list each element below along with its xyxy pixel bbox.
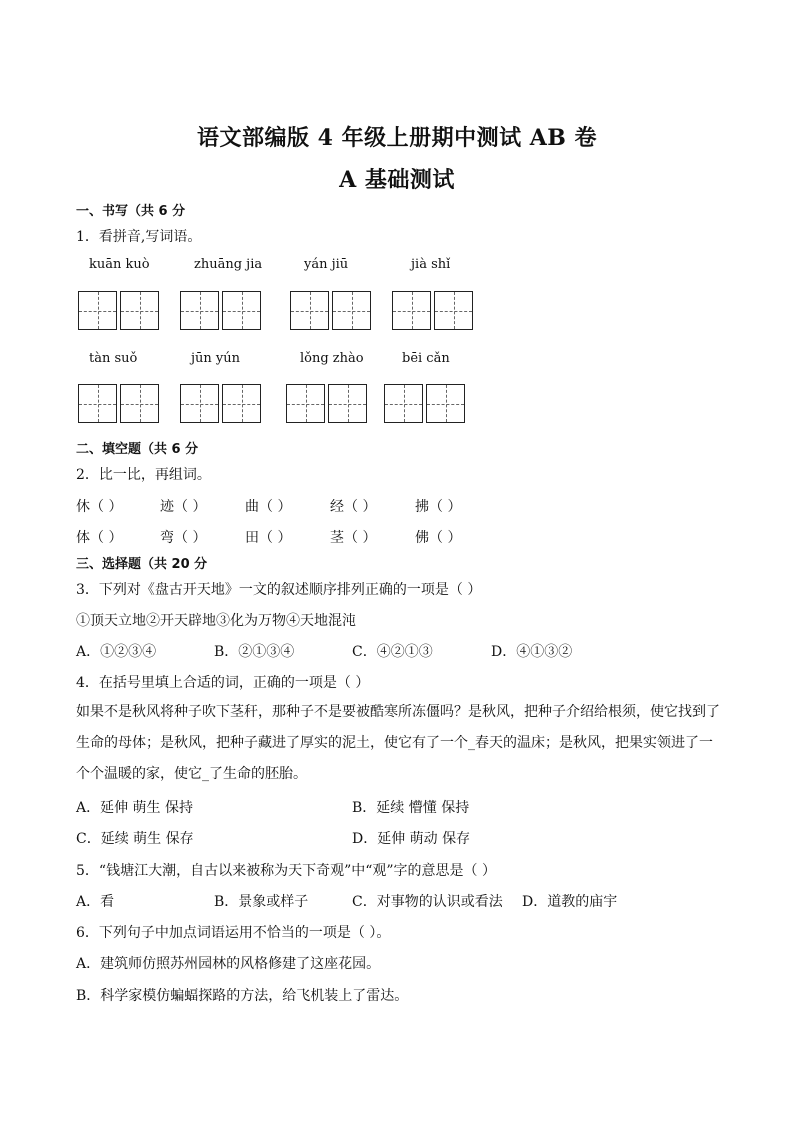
writing-grid[interactable] xyxy=(78,291,159,331)
word-blank[interactable]: 迹（ ） xyxy=(160,499,207,515)
page-title: 语文部编版 4 年级上册期中测试 AB 卷 xyxy=(196,125,598,151)
option[interactable]: B．科学家模仿蝙蝠探路的方法，给飞机装上了雷达。 xyxy=(76,988,409,1004)
page-subtitle: A 基础测试 xyxy=(339,167,455,193)
word-blank[interactable]: 茎（ ） xyxy=(330,530,377,546)
word-blank[interactable]: 曲（ ） xyxy=(245,499,292,515)
option[interactable]: D．道教的庙宇 xyxy=(522,894,618,910)
question-4: 4．在括号里填上合适的词，正确的一项是（ ） xyxy=(76,675,370,691)
word-blank[interactable]: 田（ ） xyxy=(245,530,292,546)
question-6: 6．下列句子中加点词语运用不恰当的一项是（ ）。 xyxy=(76,925,391,941)
writing-grid[interactable] xyxy=(180,291,261,331)
question-5: 5．“钱塘江大潮，自古以来被称为天下奇观”中“观”字的意思是（ ） xyxy=(76,863,496,879)
section-header-fill-in: 二、填空题（共 6 分 xyxy=(76,442,199,457)
writing-grid[interactable] xyxy=(78,384,159,424)
option[interactable]: C．延续 萌生 保存 xyxy=(76,831,194,847)
word-blank[interactable]: 佛（ ） xyxy=(415,530,462,546)
word-blank[interactable]: 拂（ ） xyxy=(415,499,462,515)
pinyin-label: tàn suǒ xyxy=(89,351,138,366)
option[interactable]: B．景象或样子 xyxy=(214,894,309,910)
option[interactable]: C．④②①③ xyxy=(352,644,433,660)
pinyin-label: yán jiū xyxy=(304,257,349,272)
word-blank[interactable]: 经（ ） xyxy=(330,499,377,515)
option[interactable]: B．延续 懵懂 保持 xyxy=(352,800,470,816)
section-header-writing: 一、书写（共 6 分 xyxy=(76,204,186,219)
writing-grid[interactable] xyxy=(392,291,473,331)
writing-grid[interactable] xyxy=(384,384,465,424)
pinyin-label: bēi cǎn xyxy=(402,351,450,366)
question-2: 2．比一比，再组词。 xyxy=(76,467,211,483)
option[interactable]: A．看 xyxy=(76,894,115,910)
option[interactable]: A．①②③④ xyxy=(76,644,157,660)
section-header-choice: 三、选择题（共 20 分 xyxy=(76,557,208,572)
writing-grid[interactable] xyxy=(180,384,261,424)
word-blank[interactable]: 体（ ） xyxy=(76,530,123,546)
option[interactable]: A．延伸 萌生 保持 xyxy=(76,800,194,816)
word-blank[interactable]: 休（ ） xyxy=(76,499,123,515)
pinyin-label: jià shǐ xyxy=(411,257,451,272)
option[interactable]: C．对事物的认识或看法 xyxy=(352,894,503,910)
question-3: 3．下列对《盘古开天地》一文的叙述顺序排列正确的一项是（ ） xyxy=(76,582,482,598)
option[interactable]: D．延伸 萌动 保存 xyxy=(352,831,471,847)
option[interactable]: B．②①③④ xyxy=(214,644,295,660)
option[interactable]: D．④①③② xyxy=(491,644,573,660)
pinyin-label: lǒng zhào xyxy=(300,351,364,366)
question-4-passage: 如果不是秋风将种子吹下茎秆，那种子不是要被酷寒所冻僵吗？是秋风，把种子介绍给根须，使它找到了生命的母体；是秋风，把种子藏进了厚实的泥土，使它有了一个_春天的温床；是秋风，把果实领进了一个个温暖的家，使它_了生命的胚胎。 xyxy=(76,704,720,782)
option[interactable]: A．建筑师仿照苏州园林的风格修建了这座花园。 xyxy=(76,956,381,972)
question-3-items: ①顶天立地②开天辟地③化为万物④天地混沌 xyxy=(76,613,356,629)
word-blank[interactable]: 弯（ ） xyxy=(160,530,207,546)
writing-grid[interactable] xyxy=(286,384,367,424)
pinyin-label: kuān kuò xyxy=(89,257,150,272)
question-1: 1．看拼音,写词语。 xyxy=(76,229,202,245)
pinyin-label: jūn yún xyxy=(191,351,240,366)
writing-grid[interactable] xyxy=(290,291,371,331)
pinyin-label: zhuāng jia xyxy=(194,257,263,272)
